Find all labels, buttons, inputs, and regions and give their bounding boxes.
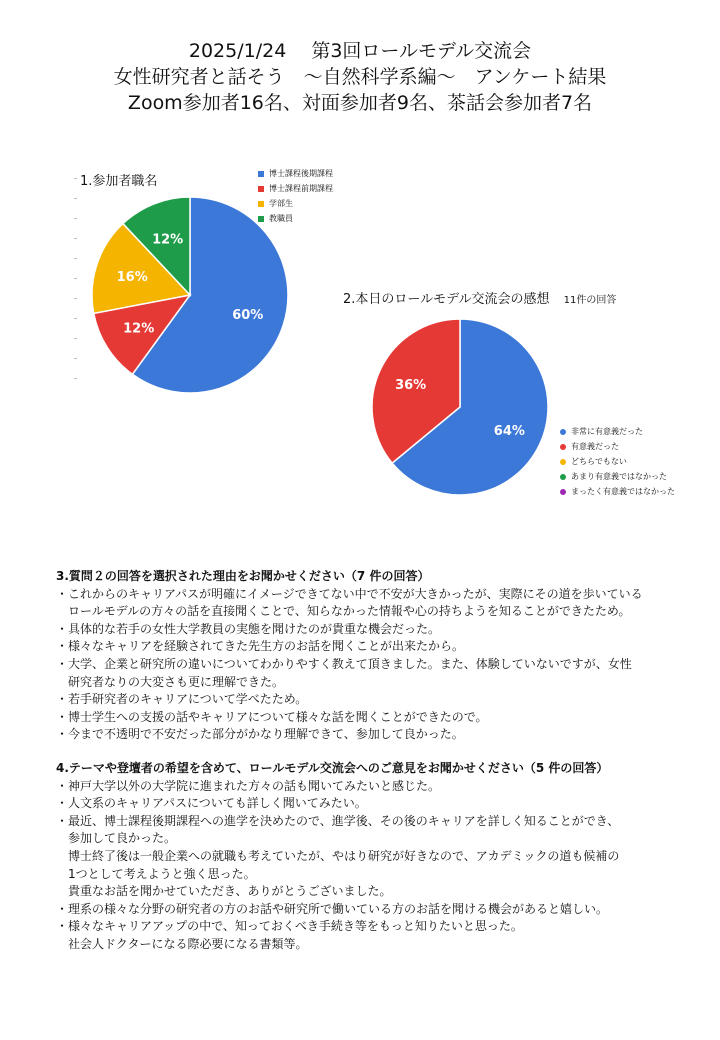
chart1-legend-item	[258, 196, 333, 211]
chart1-legend-item	[258, 181, 333, 196]
section-4	[56, 760, 696, 954]
legend-swatch	[258, 201, 264, 207]
slice-label: 12%	[123, 321, 155, 337]
list-item	[56, 656, 696, 691]
page-header	[0, 38, 720, 116]
slice-label: 12%	[152, 232, 184, 248]
legend-swatch	[258, 216, 264, 222]
list-item	[56, 691, 696, 709]
list-item	[56, 621, 696, 639]
item-line: ・これからのキャリアパスが明確にイメージできてない中で不安が大きかったが、実際にその道を歩いている	[56, 586, 643, 601]
chart2-svg	[370, 317, 550, 497]
list-item	[56, 586, 696, 621]
legend-label: どちらでもない	[571, 457, 627, 466]
section-4-title: 4.テーマや登壇者の希望を含めて、ロールモデル交流会へのご意見をお聞かせください（5 件の回答）	[56, 761, 609, 775]
item-line: ・神戸大学以外の大学院に進まれた方々の話も聞いてみたいと感じた。	[56, 778, 441, 793]
legend-label: あまり有意義ではなかった	[571, 472, 667, 481]
chart1-axis-ticks	[74, 178, 78, 388]
header-line-3: Zoom参加者16名、対面参加者9名、茶話会参加者7名	[127, 92, 593, 114]
chart2-title: 2.本日のロールモデル交流会の感想	[343, 292, 550, 307]
slice-label: 16%	[116, 270, 148, 286]
section-4-list	[56, 778, 696, 954]
item-line: ・様々なキャリアアップの中で、知っておくべき手続き等をもっと知りたいと思った。	[56, 919, 523, 934]
chart2	[370, 317, 550, 497]
item-line: ・具体的な若手の女性大学教員の実態を聞けたのが貴重な機会だった。	[56, 621, 441, 636]
list-item	[56, 638, 696, 656]
chart2-legend-item	[560, 424, 675, 439]
legend-swatch	[258, 171, 264, 177]
chart2-legend-item	[560, 454, 675, 469]
legend-swatch	[560, 474, 566, 480]
list-item	[56, 709, 696, 727]
chart1-legend	[258, 166, 333, 226]
list-item	[56, 918, 696, 953]
item-line-cont: 社会人ドクターになる際必要になる書類等。	[68, 936, 308, 951]
slice-label: 36%	[395, 377, 427, 393]
list-item	[56, 901, 696, 919]
item-line-cont: ロールモデルの方々の話を直接聞くことで、知らなかった情報や心の持ちようを知ることができたため。	[68, 604, 631, 619]
item-line: ・最近、博士課程後期課程への進学を決めたので、進学後、その後のキャリアを詳しく知ることができ、	[56, 813, 620, 828]
item-line: ・若手研究者のキャリアについて学べたため。	[56, 692, 308, 707]
chart2-legend-item	[560, 439, 675, 454]
chart1-legend-item	[258, 166, 333, 181]
slice-label: 60%	[232, 307, 264, 323]
chart2-legend-item	[560, 484, 675, 499]
legend-label: 博士課程後期課程	[269, 169, 333, 178]
chart2-legend	[560, 424, 675, 499]
legend-swatch	[560, 489, 566, 495]
list-item	[56, 726, 696, 744]
item-line: ・今まで不透明で不安だった部分がかなり理解できて、参加して良かった。	[56, 727, 464, 742]
chart2-title-wrap	[343, 288, 616, 307]
item-line-cont: 研究者なりの大変さも更に理解できた。	[68, 674, 285, 689]
item-line: ・様々なキャリアを経験されてきた先生方のお話を聞くことが出来たから。	[56, 639, 465, 654]
slice-label: 64%	[493, 424, 525, 440]
section-3	[56, 568, 696, 744]
chart2-legend-item	[560, 469, 675, 484]
item-line: ・理系の様々な分野の研究者の方のお話や研究所で働いている方のお話を聞ける機会があると嬉しい。	[56, 901, 609, 916]
list-item	[56, 778, 696, 796]
section-3-list	[56, 586, 696, 744]
item-line-cont: 参加して良かった。	[68, 831, 177, 846]
legend-label: 教職員	[269, 214, 293, 223]
legend-label: 有意義だった	[571, 442, 619, 451]
item-line: ・博士学生への支援の話やキャリアについて様々な話を聞くことができたので。	[56, 709, 488, 724]
header-line-2: 女性研究者と話そう ～自然科学系編～ アンケート結果	[113, 66, 607, 88]
header-line-1: 2025/1/24 第3回ロールモデル交流会	[188, 40, 532, 62]
legend-label: 博士課程前期課程	[269, 184, 333, 193]
item-line-cont: 1つとして考えようと強く思った。	[68, 866, 256, 881]
legend-swatch	[560, 444, 566, 450]
legend-label: 学部生	[269, 199, 293, 208]
section-3-title: 3.質問２の回答を選択された理由をお聞かせください（7 件の回答）	[56, 569, 430, 583]
legend-swatch	[258, 186, 264, 192]
chart1-legend-item	[258, 211, 333, 226]
list-item	[56, 795, 696, 813]
legend-swatch	[560, 429, 566, 435]
item-line: ・大学、企業と研究所の違いについてわかりやすく教えて頂きました。また、体験していないですが、女性	[56, 656, 632, 671]
legend-label: まったく有意義ではなかった	[571, 487, 675, 496]
chart1-title: 1.参加者職名	[80, 174, 158, 189]
item-line-cont: 博士終了後は一般企業への就職も考えていたが、やはり研究が好きなので、アカデミックの道も候補の	[68, 848, 620, 863]
chart2-subtitle: 11件の回答	[563, 295, 617, 306]
item-line-cont: 貴重なお話を聞かせていただき、ありがとうございました。	[68, 884, 392, 899]
legend-swatch	[560, 459, 566, 465]
legend-label: 非常に有意義だった	[571, 427, 643, 436]
item-line: ・人文系のキャリアパスについても詳しく聞いてみたい。	[56, 796, 367, 811]
list-item	[56, 813, 696, 901]
